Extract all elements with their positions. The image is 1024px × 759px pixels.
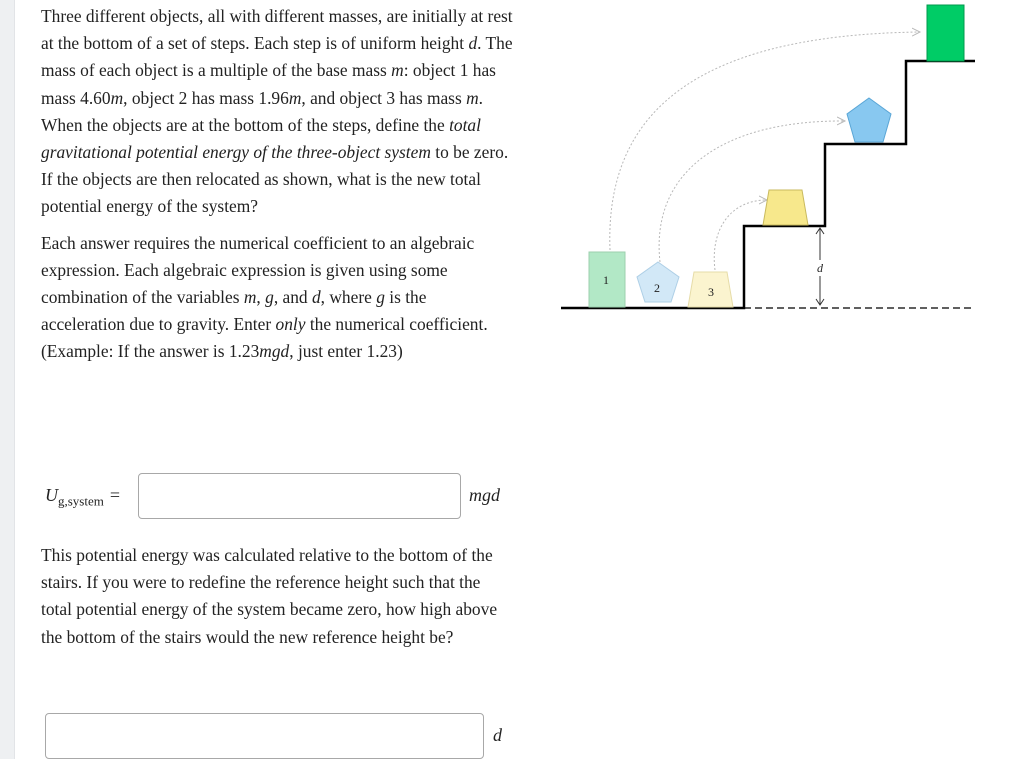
math-variable: m [288, 87, 302, 108]
instructions-paragraph [41, 230, 513, 366]
relocation-arrow-2 [659, 121, 845, 262]
math-variable: mgd [259, 341, 290, 362]
relocation-arrow-3 [714, 200, 767, 270]
text-run: : object 1 has mass 4.60 [41, 60, 496, 108]
text-run: is the acceleration due to gravity. Enter [41, 287, 427, 335]
text-run: This potential energy was calculated relative to the bottom of the stairs. If you were to redefine the reference height such that the total potential energy of the system became zero, how high above the bottom of the stairs would the new reference height be? [41, 545, 498, 647]
object-1-final [927, 5, 964, 61]
text-run: , [256, 287, 266, 308]
potential-energy-input[interactable] [138, 473, 461, 519]
stairs-diagram [555, 0, 975, 330]
text-run: , object 2 has mass 1.96 [123, 87, 289, 108]
text-run: , just enter 1.23) [289, 341, 403, 362]
stairs-figure [555, 0, 975, 330]
text-run: Each answer requires the numerical coefficient to an algebraic expression. Each algebraic expression is given using some combination of the variables [41, 232, 475, 308]
emphasis-text: total gravitational potential energy of the three-object system [41, 114, 481, 163]
reference-height-unit: d [493, 725, 502, 745]
potential-energy-unit: mgd [469, 485, 500, 505]
object-3-label: 3 [708, 285, 714, 299]
potential-energy-answer-row [45, 473, 515, 519]
text-run: , and [273, 287, 312, 308]
step-height-label: d [817, 261, 823, 275]
math-variable: m [110, 87, 124, 108]
math-variable: g [265, 287, 274, 308]
problem-paragraph [41, 3, 513, 221]
object-2-final [847, 98, 891, 142]
math-variable: m [466, 87, 479, 108]
potential-energy-label: $U_{g,system}$ = [45, 485, 121, 509]
reference-height-question [41, 542, 513, 651]
object-1-label: 1 [603, 273, 609, 287]
text-run: the numerical coefficient. (Example: If the answer is 1.23 [41, 314, 488, 362]
text-run: . When the objects are at the bottom of the steps, define the [41, 87, 483, 135]
reference-height-answer-row [45, 713, 515, 759]
text-run: Three different objects, all with different masses, are initially at rest at the bottom of a set of steps. Each step is of uniform height [41, 6, 513, 54]
math-variable: d [311, 287, 321, 308]
math-variable: m [391, 60, 404, 81]
emphasis-text: only [275, 314, 306, 335]
object-3-final [763, 190, 808, 225]
text-run: , where [320, 287, 377, 308]
reference-height-input[interactable] [45, 713, 484, 759]
math-variable: d [468, 33, 478, 54]
question-text [41, 3, 513, 366]
object-2-label: 2 [654, 281, 660, 295]
text-run: , and object 3 has mass [301, 87, 467, 108]
text-run: . The mass of each object is a multiple of the base mass [41, 33, 513, 81]
left-margin-bar [0, 0, 15, 759]
text-run: to be zero. If the objects are then relocated as shown, what is the new total potential energy of the system? [41, 142, 509, 217]
math-variable: g [376, 287, 385, 308]
math-variable: m [243, 287, 257, 308]
